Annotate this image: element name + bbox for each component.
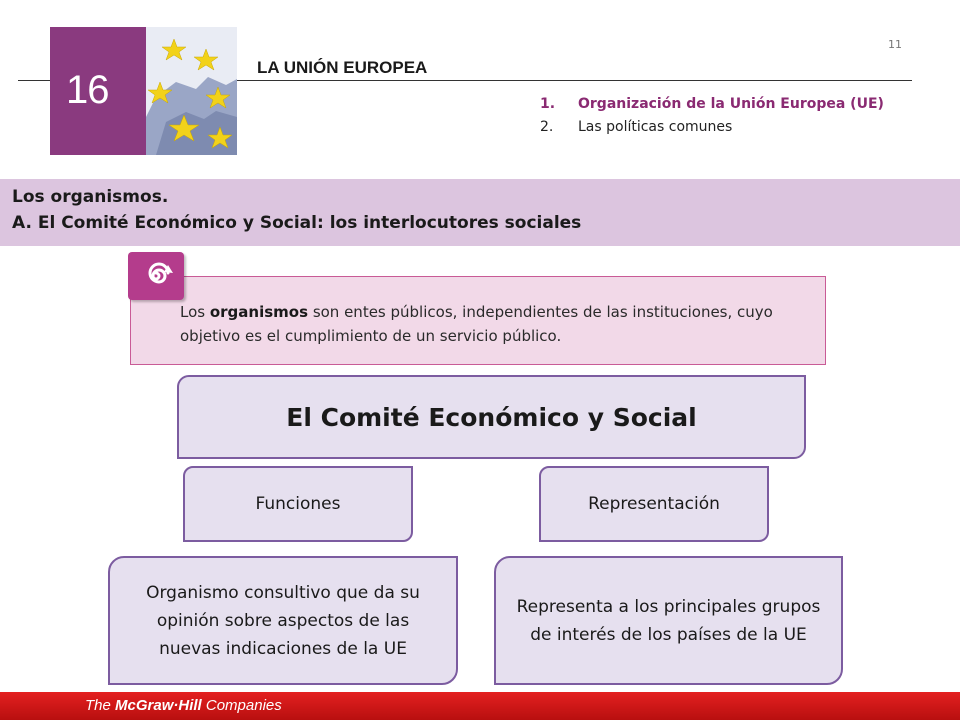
toc-item-organizacion[interactable] [540, 93, 884, 116]
logo-brand: McGraw·Hill [115, 697, 202, 714]
eu-flag-map-image [146, 27, 237, 155]
definition-text [180, 300, 820, 348]
funciones-description-box: Organismo consultivo que da su opinión sobre aspectos de las nuevas indicaciones de la UE [108, 556, 458, 685]
chapter-number: 16 [66, 68, 109, 112]
funciones-box: Funciones [183, 466, 413, 542]
table-of-contents [540, 93, 884, 139]
spiral-icon [128, 252, 184, 300]
representacion-description-box: Representa a los principales grupos de interés de los países de la UE [494, 556, 843, 685]
definition-text-end: son entes públicos, independientes de las instituciones, cuyo objetivo es el cumplimiento de un servicio público. [180, 303, 773, 345]
definition-text-start: Los [180, 303, 210, 321]
logo-suffix: Companies [201, 697, 282, 714]
section-title: Los organismos. [12, 187, 169, 207]
toc-item-number: 2. [540, 119, 554, 135]
main-concept-box: El Comité Económico y Social [177, 375, 806, 459]
toc-item-label: Las políticas comunes [578, 119, 733, 135]
representacion-box: Representación [539, 466, 769, 542]
logo-prefix: The [85, 697, 116, 714]
toc-item-label: Organización de la Unión Europea (UE) [578, 96, 884, 112]
definition-term: organismos [209, 303, 309, 321]
toc-item-number: 1. [540, 96, 556, 112]
toc-item-politicas[interactable] [540, 116, 884, 139]
page-number: 11 [888, 38, 902, 51]
publisher-logo [85, 697, 282, 714]
section-subtitle: A. El Comité Económico y Social: los interlocutores sociales [12, 213, 582, 233]
section-heading [12, 184, 581, 236]
chapter-title: LA UNIÓN EUROPEA [257, 58, 428, 77]
